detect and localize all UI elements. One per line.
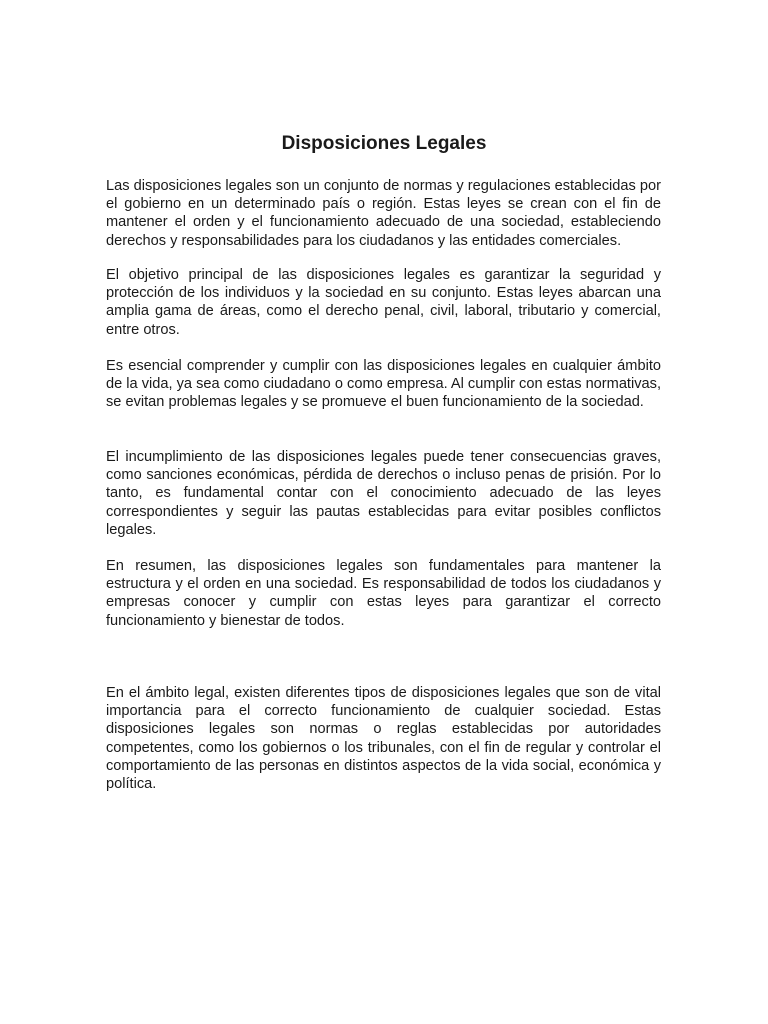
document-title: Disposiciones Legales <box>281 133 487 154</box>
paragraph-5: En resumen, las disposiciones legales son fundamentales para mantener la estructura y el orden en una sociedad. Es responsabilidad de todos los ciudadanos y empresas conocer y cumplir con estas leyes para garantizar el correcto funcionamiento y bienestar de todos. <box>106 558 661 629</box>
paragraph-6: En el ámbito legal, existen diferentes tipos de disposiciones legales que son de vital importancia para el correcto funcionamiento de cualquier sociedad. Estas disposiciones legales son normas o reglas establecidas por autoridades competentes, como los gobiernos o los tribunales, con el fin de regular y controlar el comportamiento de las personas en distintos aspectos de la vida social, económica y política. <box>106 685 661 793</box>
paragraph-3: Es esencial comprender y cumplir con las disposiciones legales en cualquier ámbito de la vida, ya sea como ciudadano o como empresa. Al cumplir con estas normativas, se evitan problemas legales y se promueve el buen funcionamiento de la sociedad. <box>106 358 661 411</box>
paragraph-1: Las disposiciones legales son un conjunto de normas y regulaciones establecidas por el gobierno en un determinado país o región. Estas leyes se crean con el fin de mantener el orden y el funcionamiento adecuado de una sociedad, estableciendo derechos y responsabilidades para los ciudadanos y las entidades comerciales. <box>106 178 661 249</box>
paragraph-4: El incumplimiento de las disposiciones legales puede tener consecuencias graves, como sanciones económicas, pérdida de derechos o incluso penas de prisión. Por lo tanto, es fundamental contar con el conocimiento adecuado de las leyes correspondientes y seguir las pautas establecidas para evitar posibles conflictos legales. <box>106 449 661 538</box>
paragraph-2: El objetivo principal de las disposiciones legales es garantizar la seguridad y protección de los individuos y la sociedad en su conjunto. Estas leyes abarcan una amplia gama de áreas, como el derecho penal, civil, laboral, tributario y comercial, entre otros. <box>106 267 661 338</box>
